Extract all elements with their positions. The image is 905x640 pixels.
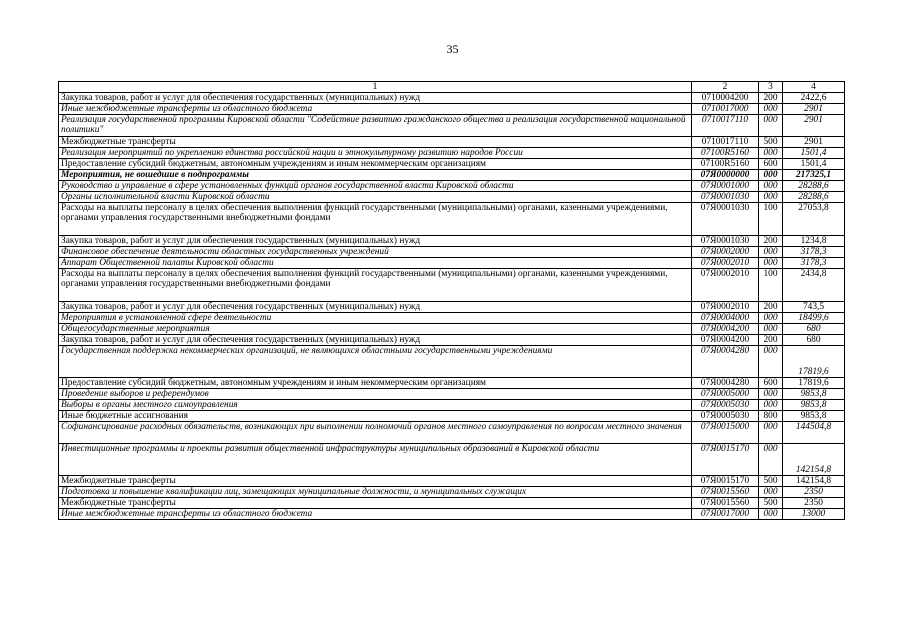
row-name-cell: Предоставление субсидий бюджетным, автономным учреждениям и иным некоммерческим организациям — [59, 378, 692, 389]
table-row — [59, 335, 845, 346]
table-row — [59, 324, 845, 335]
row-vr-cell: 600 — [759, 159, 783, 170]
row-amount-cell: 217325,1 — [783, 170, 845, 181]
header-col-3: 3 — [759, 82, 783, 93]
row-name-cell: Закупка товаров, работ и услуг для обеспечения государственных (муниципальных) нужд — [59, 335, 692, 346]
row-code-cell: 07Я0017000 — [692, 509, 759, 520]
table-row — [59, 269, 845, 302]
row-vr-cell: 000 — [759, 422, 783, 444]
row-code-cell: 0710004200 — [692, 93, 759, 104]
row-vr-cell: 000 — [759, 115, 783, 137]
row-code-cell: 07100R5160 — [692, 148, 759, 159]
row-amount-cell: 13000 — [783, 509, 845, 520]
row-code-cell: 07Я0004280 — [692, 378, 759, 389]
row-vr-cell: 100 — [759, 203, 783, 236]
row-amount-cell: 3178,3 — [783, 258, 845, 269]
row-vr-cell: 000 — [759, 258, 783, 269]
row-name-cell: Софинансирование расходных обязательств, возникающих при выполнении полномочий органов местного самоуправления по вопросам местного значения — [59, 422, 692, 444]
row-code-cell: 07Я0002010 — [692, 302, 759, 313]
row-code-cell: 07Я0015000 — [692, 422, 759, 444]
row-name-cell: Органы исполнительной власти Кировской области — [59, 192, 692, 203]
row-vr-cell: 500 — [759, 498, 783, 509]
header-col-1: 1 — [59, 82, 692, 93]
row-name-cell: Закупка товаров, работ и услуг для обеспечения государственных (муниципальных) нужд — [59, 93, 692, 104]
row-vr-cell: 500 — [759, 137, 783, 148]
row-amount-cell: 17819,6 — [783, 346, 845, 378]
table-row — [59, 444, 845, 476]
row-code-cell: 07100R5160 — [692, 159, 759, 170]
row-amount-cell: 142154,8 — [783, 476, 845, 487]
row-vr-cell: 200 — [759, 302, 783, 313]
row-vr-cell: 200 — [759, 93, 783, 104]
row-code-cell: 07Я0004280 — [692, 346, 759, 378]
row-amount-cell: 1501,4 — [783, 159, 845, 170]
table-row — [59, 247, 845, 258]
header-col-2: 2 — [692, 82, 759, 93]
table-row — [59, 422, 845, 444]
row-name-cell: Финансовое обеспечение деятельности областных государственных учреждений — [59, 247, 692, 258]
page-number: 35 — [446, 42, 459, 56]
row-name-cell: Закупка товаров, работ и услуг для обеспечения государственных (муниципальных) нужд — [59, 302, 692, 313]
row-code-cell: 07Я0001000 — [692, 181, 759, 192]
row-amount-cell: 144504,8 — [783, 422, 845, 444]
row-vr-cell: 800 — [759, 411, 783, 422]
row-name-cell: Межбюджетные трансферты — [59, 137, 692, 148]
row-code-cell: 07Я0004200 — [692, 335, 759, 346]
row-code-cell: 07Я0005030 — [692, 411, 759, 422]
row-code-cell: 07Я0002010 — [692, 258, 759, 269]
row-vr-cell: 100 — [759, 269, 783, 302]
row-name-cell: Иные межбюджетные трансферты из областного бюджета — [59, 104, 692, 115]
row-amount-cell: 1234,8 — [783, 236, 845, 247]
row-name-cell: Реализация мероприятий по укреплению единства российской нации и этнокультурному развитию народов России — [59, 148, 692, 159]
row-name-cell: Расходы на выплаты персоналу в целях обеспечения выполнения функций государственными (муниципальными) органами, казенными учреждениями, органами управления государственными внебюджетными фондами — [59, 269, 692, 302]
row-amount-cell: 2350 — [783, 498, 845, 509]
row-amount-cell: 2350 — [783, 487, 845, 498]
row-name-cell: Мероприятия в установленной сфере деятельности — [59, 313, 692, 324]
row-code-cell: 0710017000 — [692, 104, 759, 115]
row-vr-cell: 600 — [759, 378, 783, 389]
row-code-cell: 07Я0005030 — [692, 400, 759, 411]
row-amount-cell: 27053,8 — [783, 203, 845, 236]
row-name-cell: Расходы на выплаты персоналу в целях обеспечения выполнения функций государственными (муниципальными) органами, казенными учреждениями, органами управления государственными внебюджетными фондами — [59, 203, 692, 236]
table-row — [59, 159, 845, 170]
row-vr-cell: 000 — [759, 324, 783, 335]
table-row — [59, 509, 845, 520]
table-header-row — [59, 82, 845, 93]
table-row — [59, 203, 845, 236]
row-vr-cell: 000 — [759, 170, 783, 181]
row-code-cell: 07Я0001030 — [692, 203, 759, 236]
row-code-cell: 07Я0001030 — [692, 236, 759, 247]
row-amount-cell: 2901 — [783, 104, 845, 115]
table-row — [59, 302, 845, 313]
row-vr-cell: 000 — [759, 192, 783, 203]
row-amount-cell: 743,5 — [783, 302, 845, 313]
table-row — [59, 476, 845, 487]
row-vr-cell: 500 — [759, 476, 783, 487]
row-name-cell: Проведение выборов и референдумов — [59, 389, 692, 400]
row-code-cell: 07Я0015560 — [692, 498, 759, 509]
row-name-cell: Иные межбюджетные трансферты из областного бюджета — [59, 509, 692, 520]
row-vr-cell: 000 — [759, 247, 783, 258]
row-amount-cell: 28288,6 — [783, 192, 845, 203]
table-row — [59, 313, 845, 324]
table-row — [59, 346, 845, 378]
table-row — [59, 148, 845, 159]
budget-table — [58, 81, 845, 520]
row-vr-cell: 000 — [759, 400, 783, 411]
row-amount-cell: 28288,6 — [783, 181, 845, 192]
row-amount-cell: 142154,8 — [783, 444, 845, 476]
row-vr-cell: 000 — [759, 509, 783, 520]
row-code-cell: 07Я0015170 — [692, 444, 759, 476]
row-code-cell: 07Я0004200 — [692, 324, 759, 335]
table-row — [59, 378, 845, 389]
table-row — [59, 137, 845, 148]
row-amount-cell: 18499,6 — [783, 313, 845, 324]
row-amount-cell: 680 — [783, 335, 845, 346]
row-code-cell: 0710017110 — [692, 137, 759, 148]
row-vr-cell: 200 — [759, 236, 783, 247]
row-name-cell: Мероприятия, не вошедшие в подпрограммы — [59, 170, 692, 181]
row-code-cell: 07Я0002000 — [692, 247, 759, 258]
row-name-cell: Межбюджетные трансферты — [59, 498, 692, 509]
row-name-cell: Закупка товаров, работ и услуг для обеспечения государственных (муниципальных) нужд — [59, 236, 692, 247]
row-vr-cell: 000 — [759, 313, 783, 324]
row-vr-cell: 000 — [759, 346, 783, 378]
table-row — [59, 93, 845, 104]
row-name-cell: Реализация государственной программы Кировской области "Содействие развитию гражданского общества и реализация государственной национальной политики" — [59, 115, 692, 137]
table-row — [59, 115, 845, 137]
row-code-cell: 07Я0001030 — [692, 192, 759, 203]
row-amount-cell: 2901 — [783, 115, 845, 137]
row-amount-cell: 2422,6 — [783, 93, 845, 104]
row-vr-cell: 000 — [759, 389, 783, 400]
table-row — [59, 181, 845, 192]
row-name-cell: Иные бюджетные ассигнования — [59, 411, 692, 422]
row-amount-cell: 2434,8 — [783, 269, 845, 302]
table-body — [59, 93, 845, 520]
row-amount-cell: 9853,8 — [783, 411, 845, 422]
row-code-cell: 07Я0004000 — [692, 313, 759, 324]
row-amount-cell: 9853,8 — [783, 400, 845, 411]
row-code-cell: 07Я0005000 — [692, 389, 759, 400]
table-row — [59, 411, 845, 422]
row-name-cell: Предоставление субсидий бюджетным, автономным учреждениям и иным некоммерческим организациям — [59, 159, 692, 170]
row-amount-cell: 17819,6 — [783, 378, 845, 389]
row-amount-cell: 2901 — [783, 137, 845, 148]
row-code-cell: 0710017110 — [692, 115, 759, 137]
row-vr-cell: 200 — [759, 335, 783, 346]
table-row — [59, 236, 845, 247]
row-name-cell: Выборы в органы местного самоуправления — [59, 400, 692, 411]
row-amount-cell: 1501,4 — [783, 148, 845, 159]
row-name-cell: Общегосударственные мероприятия — [59, 324, 692, 335]
row-name-cell: Подготовка и повышение квалификации лиц, замещающих муниципальные должности, и муниципальных служащих — [59, 487, 692, 498]
row-vr-cell: 000 — [759, 104, 783, 115]
row-vr-cell: 000 — [759, 181, 783, 192]
table-row — [59, 498, 845, 509]
row-amount-cell: 9853,8 — [783, 389, 845, 400]
header-col-4: 4 — [783, 82, 845, 93]
row-vr-cell: 000 — [759, 444, 783, 476]
row-amount-cell: 3178,3 — [783, 247, 845, 258]
table-row — [59, 487, 845, 498]
row-name-cell: Инвестиционные программы и проекты развития общественной инфраструктуры муниципальных образований в Кировской области — [59, 444, 692, 476]
row-code-cell: 07Я0015560 — [692, 487, 759, 498]
row-name-cell: Руководство и управление в сфере установленных функций органов государственной власти Кировской области — [59, 181, 692, 192]
table-row — [59, 400, 845, 411]
row-vr-cell: 000 — [759, 487, 783, 498]
row-name-cell: Государственная поддержка некоммерческих организаций, не являющихся областными государственными учреждениями — [59, 346, 692, 378]
row-vr-cell: 000 — [759, 148, 783, 159]
row-name-cell: Аппарат Общественной палаты Кировской области — [59, 258, 692, 269]
table-row — [59, 258, 845, 269]
table-row — [59, 170, 845, 181]
row-amount-cell: 680 — [783, 324, 845, 335]
table-row — [59, 192, 845, 203]
row-name-cell: Межбюджетные трансферты — [59, 476, 692, 487]
row-code-cell: 07Я0015170 — [692, 476, 759, 487]
row-code-cell: 07Я0002010 — [692, 269, 759, 302]
table-row — [59, 389, 845, 400]
row-code-cell: 07Я0000000 — [692, 170, 759, 181]
table-row — [59, 104, 845, 115]
